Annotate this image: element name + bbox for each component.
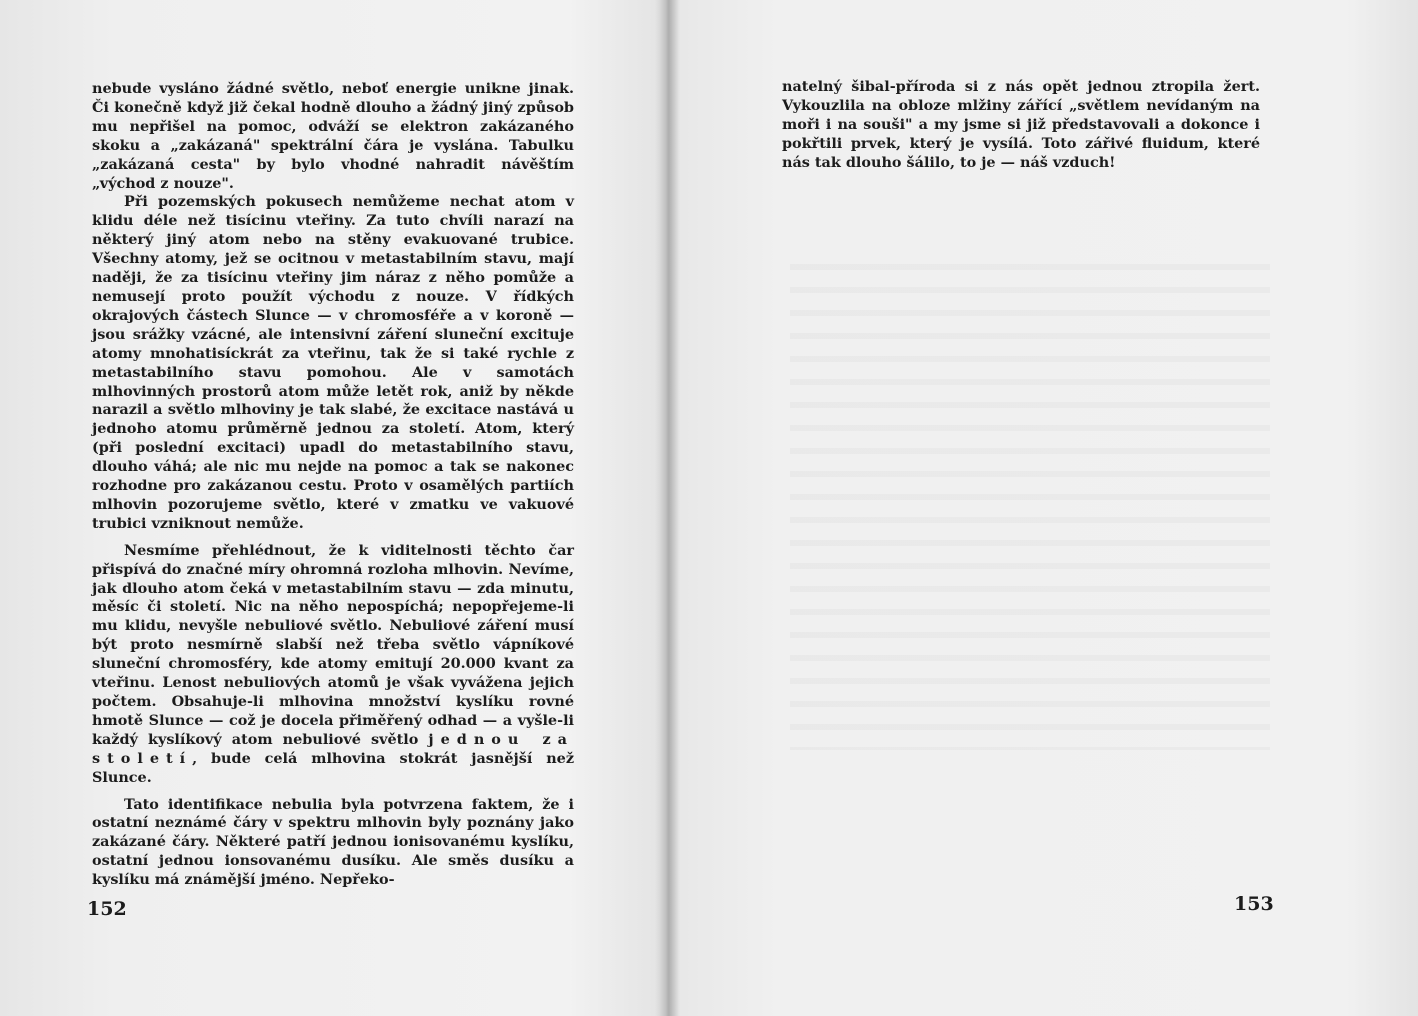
paragraph: nebude vysláno žádné světlo, neboť energie unikne jinak. Či konečně když již čekal hodně dlouho a žádný jiný způsob mu nepřišel na pomoc, odváží se elektron zakázaného skoku a „zakázaná" spektrální čára je vyslána. Tabulku „zakázaná cesta" by bylo vhodné nahradit návěštím „východ z nouze".	[92, 80, 574, 192]
paragraph: natelný šibal-příroda si z nás opět jednou ztropila žert. Vykouzlila na obloze mlžiny zářící „světlem nevídaným na moři i na souši" a my jsme si již představovali a dokonce i pokřtili prvek, který je vysílá. Toto zářivé fluidum, které nás tak dlouho šálilo, to je — náš vzduch!	[782, 78, 1260, 171]
left-page-text	[92, 80, 574, 890]
spaced-emphasis: jednou za století	[92, 730, 574, 767]
page-number: 153	[1234, 893, 1274, 915]
paragraph: Při pozemských pokusech nemůžeme nechat atom v klidu déle než tisícinu vteřiny. Za tuto chvíli narazí na některý jiný atom nebo na stěny evakuované trubice. Všechny atomy, jež se ocitnou v metastabilním stavu, mají naději, že za tisícinu vteřiny jim náraz z něho pomůže a nemusejí proto použít východu z nouze. V řídkých okrajových částech Slunce — v chromosféře a v koroně — jsou srážky vzácné, ale intensivní záření sluneční excituje atomy mnohatisíckrát za vteřinu, tak že si také rychle z metastabilního stavu pomohou. Ale v samotách mlhovinných prostorů atom může letět rok, aniž by někde narazil a světlo mlhoviny je tak slabé, že excitace nastává u jednoho atomu průměrně jednou za století. Atom, který (při poslední excitaci) upadl do metastabilního stavu, dlouho váhá; ale nic mu nejde na pomoc a tak se nakonec rozhodne pro zakázanou cestu. Proto v osamělých partiích mlhovin pozorujeme světlo, které v zmatku ve vakuové trubici vzniknout nemůže.	[92, 193, 574, 532]
page-number: 152	[87, 898, 127, 920]
right-page-text	[782, 78, 1260, 173]
paragraph-text: , bude celá mlhovina stokrát jasnější než Slunce.	[92, 749, 574, 786]
paragraph	[92, 542, 574, 788]
paragraph-text: Nesmíme přehlédnout, že k viditelnosti těchto čar přispívá do značné míry ohromná rozloha mlhovin. Nevíme, jak dlouho atom čeká v metastabilním stavu — zda minutu, měsíc či století. Nic na něho nepospíchá; nepopřejeme-li mu klidu, nevyšle nebuliové světlo. Nebuliové záření musí být proto nesmírně slabší než třeba světlo vápníkové sluneční chromosféry, kde atomy emitují 20.000 kvant za vteřinu. Lenost nebuliových atomů je však vyvážena jejich počtem. Obsahuje-li mlhovina množství kyslíku rovné hmotě Slunce — což je docela přiměřený odhad — a vyšle-li každý kyslíkový atom nebuliové světlo	[92, 541, 574, 748]
left-page	[0, 0, 668, 1016]
right-page	[668, 0, 1418, 1016]
paragraph: Tato identifikace nebulia byla potvrzena faktem, že i ostatní neznámé čáry v spektru mlhovin byly poznány jako zakázané čáry. Některé patří jednou ionisovanému kyslíku, ostatní jednou ionsovanému dusíku. Ale směs dusíku a kyslíku má známější jméno. Nepřeko-	[92, 795, 574, 889]
